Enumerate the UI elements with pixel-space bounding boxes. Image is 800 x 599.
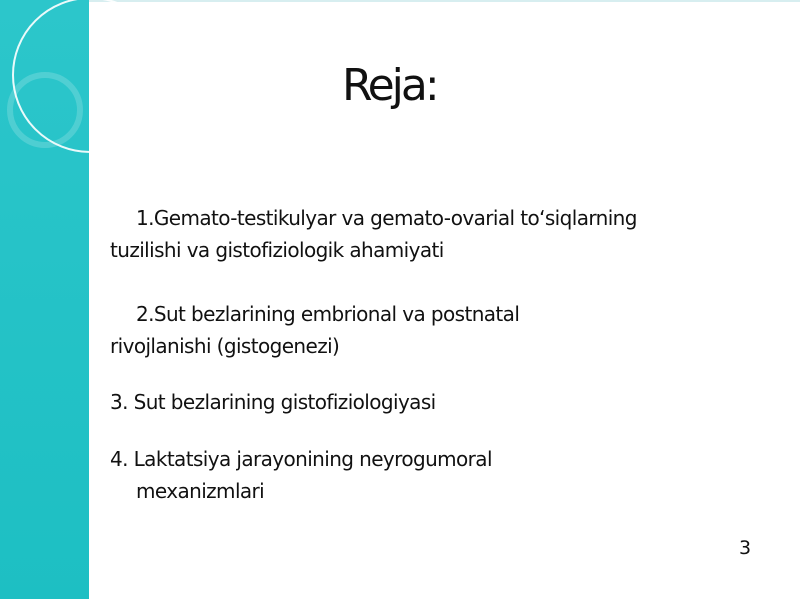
slide-title: Reja: [342, 60, 437, 111]
plan-item-1 [110, 202, 637, 266]
plan-item-1-line-1: 1.Gemato-testikulyar va gemato-ovarial to‘siqlarning [136, 206, 637, 230]
plan-item-4 [110, 443, 492, 507]
plan-item-2 [110, 298, 519, 362]
top-divider [89, 0, 800, 2]
plan-item-2-line-1: 2.Sut bezlarining embrional va postnatal [136, 302, 520, 326]
plan-item-1-line-2: tuzilishi va gistofiziologik ahamiyati [110, 238, 444, 262]
page-number: 3 [739, 537, 752, 559]
plan-item-4-line-1: 4. Laktatsiya jarayonining neyrogumoral [110, 447, 492, 471]
decorative-circles-icon [0, 0, 120, 200]
plan-item-4-line-2: mexanizmlari [136, 479, 265, 503]
plan-item-3-line-1: 3. Sut bezlarining gistofiziologiyasi [110, 390, 436, 414]
plan-item-2-line-2: rivojlanishi (gistogenezi) [110, 334, 340, 358]
plan-item-3 [110, 386, 436, 418]
